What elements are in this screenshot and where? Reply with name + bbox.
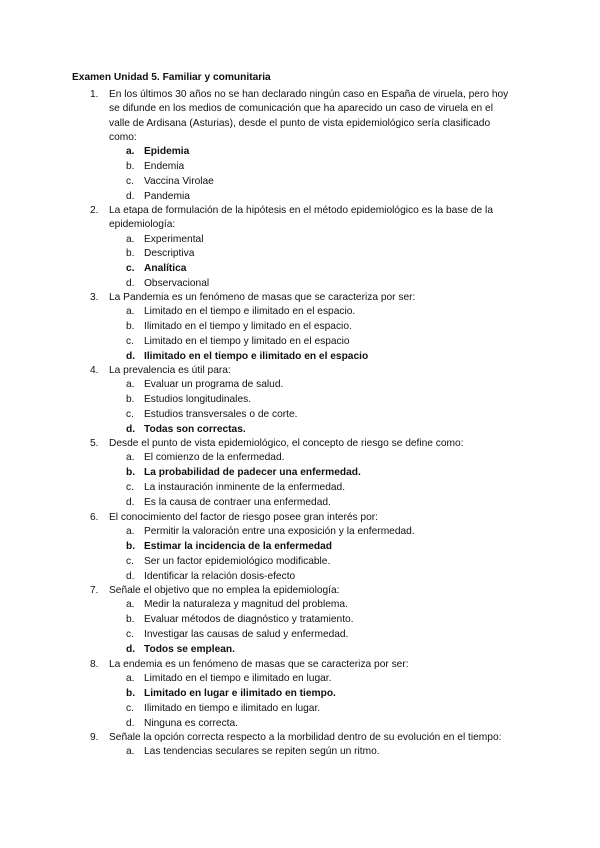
options-list bbox=[90, 745, 530, 760]
question-7 bbox=[90, 584, 530, 657]
question-text: La prevalencia es útil para: bbox=[109, 365, 231, 376]
options-list bbox=[90, 145, 530, 204]
option-d: d. Es la causa de contraer una enfermedad. bbox=[126, 496, 331, 508]
question-2 bbox=[90, 204, 530, 292]
option-d: d. Ninguna es correcta. bbox=[126, 717, 239, 729]
question-text: En los últimos 30 años no se han declarado ningún caso en España de viruela, pero hoy se difunde en los medios de comunicación que ha aparecido un caso de viruela en el valle de Ardisana (Asturias), desde el punto de vista epidemiológico sería clasificado como: bbox=[109, 89, 509, 143]
option-b: b. Limitado en lugar e ilimitado en tiempo. bbox=[126, 688, 336, 700]
option-a: a. Permitir la valoración entre una exposición y la enfermedad. bbox=[126, 526, 415, 538]
option-a: a. Evaluar un programa de salud. bbox=[126, 379, 284, 391]
question-number: 8. bbox=[90, 659, 99, 670]
option-d: d. Observacional bbox=[126, 277, 210, 289]
option-c: c. Limitado en el tiempo y limitado en el espacio bbox=[126, 335, 350, 347]
option-c: c. Investigar las causas de salud y enfermedad. bbox=[126, 628, 349, 640]
option-d: d. Identificar la relación dosis-efecto bbox=[126, 570, 296, 582]
question-text: La endemia es un fenómeno de masas que se caracteriza por ser: bbox=[109, 659, 409, 670]
question-number: 5. bbox=[90, 438, 99, 449]
options-list bbox=[90, 598, 530, 657]
question-6 bbox=[90, 511, 530, 584]
options-list bbox=[90, 378, 530, 437]
option-d: d. Todas son correctas. bbox=[126, 423, 246, 435]
question-text: Señale la opción correcta respecto a la morbilidad dentro de su evolución en el tiempo: bbox=[109, 732, 502, 743]
exam-title: Examen Unidad 5. Familiar y comunitaria bbox=[72, 72, 271, 83]
option-b: b. Evaluar métodos de diagnóstico y tratamiento. bbox=[126, 614, 354, 626]
options-list bbox=[90, 525, 530, 584]
option-a: a. Experimental bbox=[126, 233, 204, 245]
option-c: c. Estudios transversales o de corte. bbox=[126, 408, 298, 420]
option-c: c. Vaccina Virolae bbox=[126, 175, 214, 187]
option-a: a. El comienzo de la enfermedad. bbox=[126, 452, 285, 464]
question-number: 7. bbox=[90, 585, 99, 596]
question-5 bbox=[90, 437, 530, 510]
option-b: b. Ilimitado en el tiempo y limitado en el espacio. bbox=[126, 321, 352, 333]
option-a: a. Las tendencias seculares se repiten según un ritmo. bbox=[126, 746, 380, 758]
option-a: a. Limitado en el tiempo e ilimitado en el espacio. bbox=[126, 306, 356, 318]
option-a: a. Medir la naturaleza y magnitud del problema. bbox=[126, 599, 348, 611]
option-b: b. La probabilidad de padecer una enfermedad. bbox=[126, 467, 361, 479]
option-b: b. Descriptiva bbox=[126, 248, 195, 260]
question-3 bbox=[90, 291, 530, 364]
option-a: a. Limitado en el tiempo e ilimitado en lugar. bbox=[126, 673, 332, 685]
option-d: d. Ilimitado en el tiempo e ilimitado en el espacio bbox=[126, 350, 369, 362]
question-text: La Pandemia es un fenómeno de masas que se caracteriza por ser: bbox=[109, 292, 416, 303]
options-list bbox=[90, 672, 530, 731]
options-list bbox=[90, 305, 530, 364]
question-text: Desde el punto de vista epidemiológico, el concepto de riesgo se define como: bbox=[109, 438, 464, 449]
option-c: c. Ilimitado en tiempo e ilimitado en lugar. bbox=[126, 702, 321, 714]
question-number: 9. bbox=[90, 732, 99, 743]
question-number: 2. bbox=[90, 205, 99, 216]
option-c: c. Ser un factor epidemiológico modificable. bbox=[126, 555, 331, 567]
question-number: 3. bbox=[90, 292, 99, 303]
option-d: d. Pandemia bbox=[126, 190, 190, 202]
options-list bbox=[90, 451, 530, 510]
question-number: 6. bbox=[90, 512, 99, 523]
question-9 bbox=[90, 731, 530, 760]
option-c: c. Analítica bbox=[126, 263, 187, 275]
option-a: a. Epidemia bbox=[126, 146, 190, 158]
options-list bbox=[90, 233, 530, 292]
question-number: 4. bbox=[90, 365, 99, 376]
option-b: b. Estudios longitudinales. bbox=[126, 394, 252, 406]
question-text: Señale el objetivo que no emplea la epidemiología: bbox=[109, 585, 340, 596]
question-4 bbox=[90, 364, 530, 437]
question-1 bbox=[90, 88, 530, 204]
question-number: 1. bbox=[90, 89, 99, 100]
option-d: d. Todos se emplean. bbox=[126, 643, 235, 655]
question-text: El conocimiento del factor de riesgo posee gran interés por: bbox=[109, 512, 378, 523]
option-b: b. Endemia bbox=[126, 160, 185, 172]
question-8 bbox=[90, 658, 530, 731]
option-b: b. Estimar la incidencia de la enfermedad bbox=[126, 541, 332, 553]
option-c: c. La instauración inminente de la enfermedad. bbox=[126, 481, 346, 493]
question-text: La etapa de formulación de la hipótesis en el método epidemiológico es la base de la epidemiología: bbox=[109, 205, 493, 231]
